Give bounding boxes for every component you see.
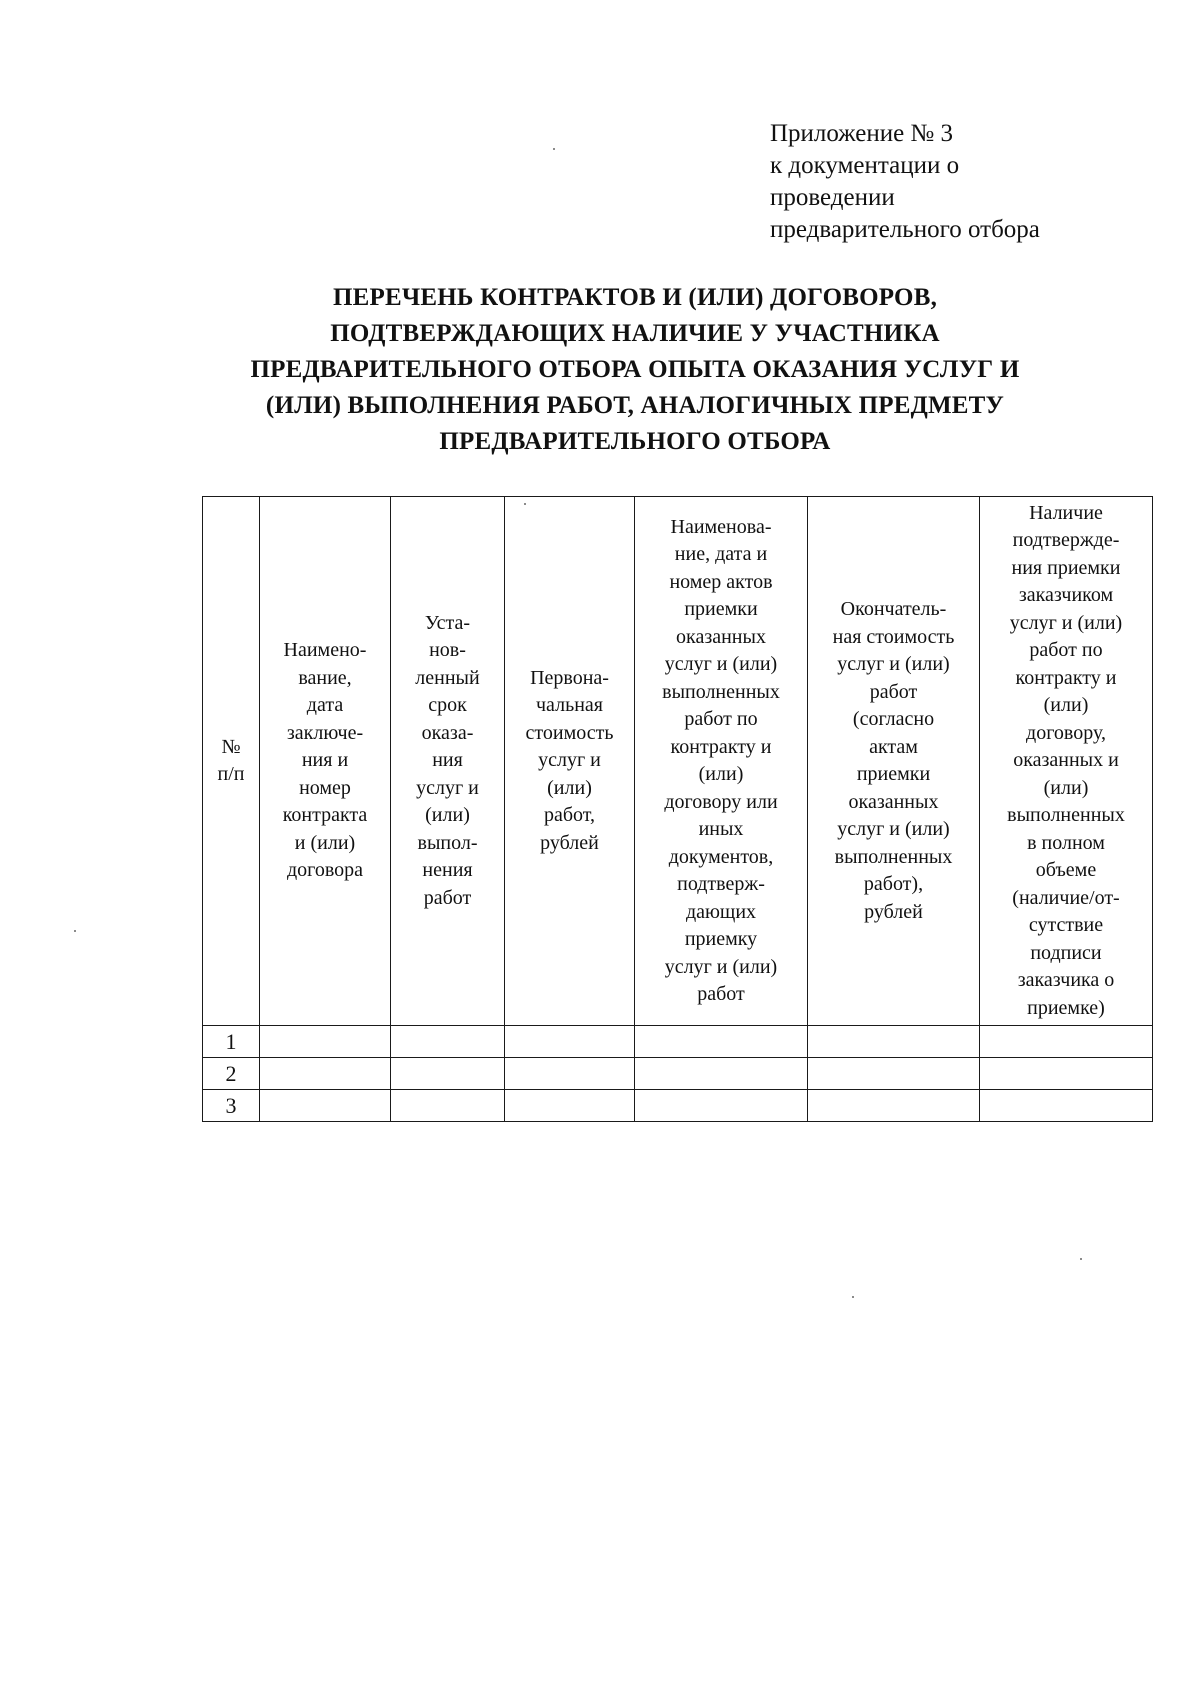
- column-header-line: и (или): [294, 831, 356, 854]
- table-cell: [505, 1058, 635, 1090]
- column-header-established-term: [391, 497, 505, 1026]
- row-number: 1: [203, 1026, 260, 1058]
- table-cell: [391, 1026, 505, 1058]
- column-header-line: ния и: [301, 749, 349, 772]
- table-cell: [505, 1090, 635, 1122]
- column-header-line: контракту и: [1015, 666, 1117, 689]
- column-header-line: работ: [869, 680, 918, 703]
- column-header-line: оказа-: [421, 721, 474, 744]
- column-header-line: договору или: [664, 790, 778, 813]
- column-header-line: нов-: [429, 639, 466, 662]
- table-cell: [635, 1026, 808, 1058]
- column-header-line: заключе-: [286, 721, 364, 744]
- title-line: ПОДТВЕРЖДАЮЩИХ НАЛИЧИЕ У УЧАСТНИКА: [330, 320, 940, 347]
- column-header-line: приемки: [684, 598, 758, 620]
- column-header-acceptance-acts: [635, 497, 808, 1026]
- column-header-line: оказанных и: [1013, 749, 1119, 772]
- table-cell: [635, 1090, 808, 1122]
- column-header-line: работ),: [863, 873, 924, 895]
- scan-speck: [553, 148, 555, 150]
- column-header-number: [203, 497, 260, 1026]
- title-line: ПРЕДВАРИТЕЛЬНОГО ОТБОРА: [439, 428, 831, 455]
- column-header-line: подтвержде-: [1012, 529, 1120, 552]
- column-header-line: услуг и (или): [837, 653, 950, 675]
- column-header-line: (согласно: [852, 708, 935, 730]
- table-row: [203, 1026, 1153, 1058]
- column-header-line: актам: [869, 735, 918, 758]
- column-header-line: работ по: [1029, 639, 1103, 662]
- table-cell: [391, 1058, 505, 1090]
- column-header-line: рублей: [864, 900, 923, 923]
- column-header-acceptance-confirmation: [980, 497, 1153, 1026]
- column-header-line: приемку: [684, 928, 758, 950]
- title-line: ПРЕДВАРИТЕЛЬНОГО ОТБОРА ОПЫТА ОКАЗАНИЯ УСЛУГ И: [250, 356, 1020, 383]
- column-header-line: услуг и (или): [664, 653, 778, 675]
- column-header-line: ленный: [415, 666, 480, 689]
- column-header-line: (или): [1043, 694, 1089, 717]
- column-header-line: услуг и (или): [837, 818, 950, 840]
- title-line: ПЕРЕЧЕНЬ КОНТРАКТОВ И (ИЛИ) ДОГОВОРОВ,: [332, 284, 938, 311]
- table-cell: [260, 1058, 391, 1090]
- column-header-line: иных: [698, 818, 744, 840]
- column-header-initial-cost: [505, 497, 635, 1026]
- table-cell: [505, 1026, 635, 1058]
- scan-speck: [1080, 1258, 1082, 1260]
- table-cell: [391, 1090, 505, 1122]
- column-header-line: номер актов: [669, 570, 773, 593]
- table-cell: [980, 1058, 1153, 1090]
- column-header-line: объеме: [1035, 859, 1097, 882]
- column-header-line: документов,: [668, 845, 774, 868]
- column-header-line: Наименова-: [670, 515, 772, 538]
- column-header-line: выпол-: [417, 831, 478, 854]
- column-header-line: Уста-: [424, 611, 471, 634]
- scan-speck: [852, 1296, 854, 1298]
- column-header-line: договора: [286, 859, 364, 882]
- table-cell: [980, 1026, 1153, 1058]
- table-cell: [808, 1090, 980, 1122]
- column-header-line: ния: [432, 749, 463, 772]
- column-header-line: рублей: [540, 831, 599, 854]
- column-header-line: подтверж-: [677, 873, 765, 895]
- column-header-line: контракту и: [670, 735, 772, 758]
- table-cell: [808, 1058, 980, 1090]
- column-header-line: подписи: [1030, 941, 1102, 964]
- column-header-line: вание,: [298, 666, 352, 689]
- column-header-line: Первона-: [530, 666, 609, 689]
- column-header-line: ния приемки: [1011, 556, 1121, 579]
- column-header-line: контракта: [282, 804, 368, 827]
- column-header-line: (или): [425, 804, 470, 827]
- column-header-line: работ,: [543, 804, 596, 827]
- column-header-line: выполненных: [834, 845, 953, 868]
- table-row: [203, 1090, 1153, 1122]
- column-header-line: (наличие/от-: [1012, 886, 1120, 909]
- column-header-line: дающих: [685, 900, 757, 923]
- column-header-line: услуг и (или): [1009, 611, 1123, 634]
- column-header-line: работ: [423, 886, 472, 909]
- column-header-line: чальная: [536, 694, 603, 717]
- column-header-line: срок: [428, 694, 467, 717]
- column-header-line: услуг и: [416, 776, 479, 799]
- column-header-final-cost: [808, 497, 980, 1026]
- column-header-line: ная стоимость: [832, 625, 955, 648]
- column-header-line: стоимость: [525, 721, 614, 744]
- table-cell: [260, 1026, 391, 1058]
- scan-speck: [74, 930, 76, 932]
- appendix-line: к документации о: [770, 152, 960, 179]
- contracts-table: [202, 496, 1153, 1122]
- column-header-line: выполненных: [662, 680, 780, 703]
- column-header-line: оказанных: [848, 790, 939, 813]
- table-cell: [980, 1090, 1153, 1122]
- title-line: (ИЛИ) ВЫПОЛНЕНИЯ РАБОТ, АНАЛОГИЧНЫХ ПРЕДМЕТУ: [265, 392, 1005, 419]
- column-header-line: оказанных: [676, 625, 766, 648]
- column-header-line: приемке): [1027, 996, 1105, 1019]
- appendix-reference: [770, 118, 1130, 246]
- table-row: [203, 1058, 1153, 1090]
- column-header-line: (или): [1043, 776, 1089, 799]
- column-header-line: дата: [306, 694, 344, 717]
- row-number: 3: [203, 1090, 260, 1122]
- scan-speck: [524, 503, 526, 505]
- column-header-line: Наличие: [1029, 501, 1103, 524]
- column-header-line: ние, дата и: [674, 543, 768, 565]
- table-cell: [808, 1026, 980, 1058]
- appendix-line: проведении: [770, 184, 895, 211]
- appendix-line: предварительного отбора: [770, 216, 1040, 243]
- column-header-line: работ: [697, 983, 745, 1005]
- column-header-line: услуг и (или): [664, 955, 778, 978]
- column-header-line: услуг и: [538, 749, 601, 772]
- column-header-line: заказчика о: [1017, 969, 1115, 992]
- column-header-line: выполненных: [1007, 804, 1125, 827]
- column-header-line: №: [221, 735, 241, 758]
- column-header-line: договору,: [1026, 721, 1106, 744]
- column-header-line: приемки: [856, 763, 931, 785]
- table-cell: [260, 1090, 391, 1122]
- column-header-line: в полном: [1027, 831, 1105, 854]
- column-header-line: нения: [422, 859, 473, 882]
- document-title: [200, 280, 1070, 460]
- column-header-line: п/п: [217, 763, 245, 785]
- column-header-line: Окончатель-: [840, 598, 947, 620]
- column-header-line: Наимено-: [283, 639, 367, 662]
- column-header-line: заказчиком: [1018, 584, 1114, 607]
- appendix-line: Приложение № 3: [770, 120, 954, 147]
- table-cell: [635, 1058, 808, 1090]
- column-header-contract-name: [260, 497, 391, 1026]
- table-header-row: [203, 497, 1153, 1026]
- column-header-line: сутствие: [1028, 914, 1104, 937]
- column-header-line: номер: [299, 776, 351, 799]
- column-header-line: (или): [547, 776, 592, 799]
- column-header-line: (или): [698, 763, 744, 785]
- column-header-line: работ по: [684, 708, 758, 730]
- row-number: 2: [203, 1058, 260, 1090]
